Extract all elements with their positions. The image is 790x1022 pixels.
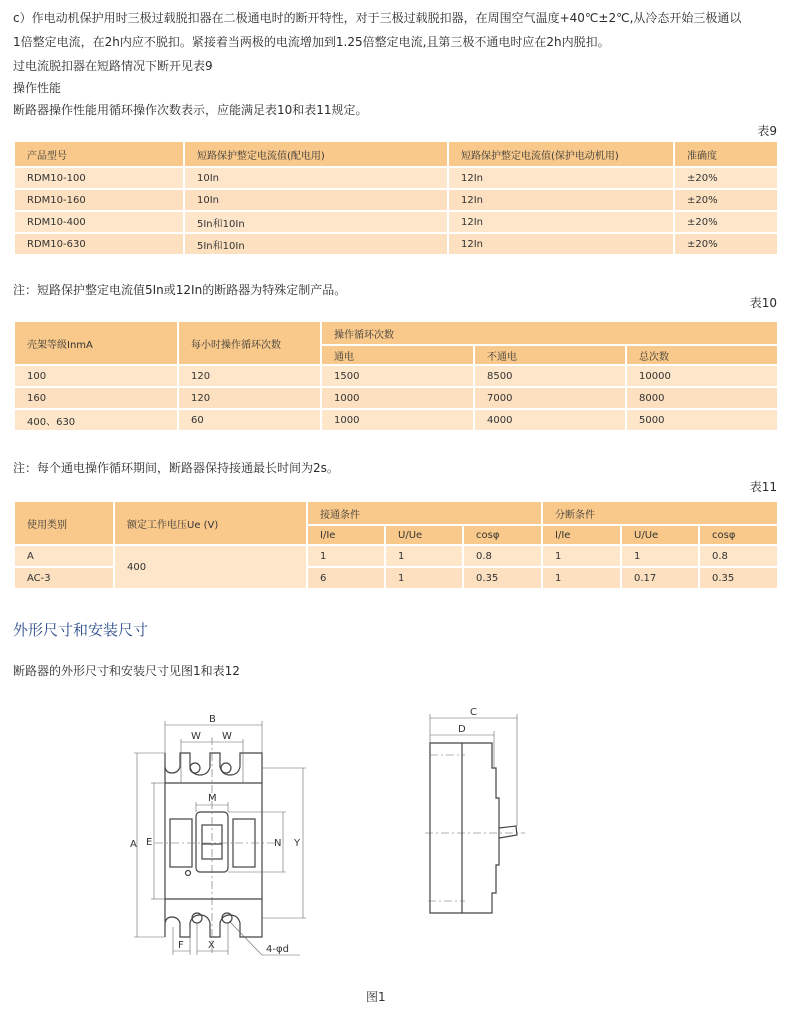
table-10	[13, 320, 779, 432]
cell: ±20%	[674, 233, 778, 255]
cell: 10000	[626, 365, 778, 387]
cell: 160	[14, 387, 178, 409]
table10-label: 表10	[749, 296, 777, 310]
table10-sub-total: 总次数	[626, 345, 778, 365]
table11-sub-header: U/Ue	[621, 525, 699, 545]
table11-voltage-cell: 400	[114, 545, 307, 589]
cell: 8000	[626, 387, 778, 409]
cell: 10In	[184, 167, 448, 189]
note-1: 注：短路保护整定电流值5In或12In的断路器为特殊定制产品。	[13, 283, 347, 297]
dim-E: E	[146, 837, 153, 848]
dim-N: N	[274, 838, 282, 849]
cell: RDM10-400	[14, 211, 184, 233]
cell: ±20%	[674, 211, 778, 233]
cell: 100	[14, 365, 178, 387]
cell: RDM10-160	[14, 189, 184, 211]
cell: A	[14, 545, 114, 567]
table11-sub-header: cosφ	[699, 525, 778, 545]
dim-F: F	[178, 940, 184, 951]
cell: 12In	[448, 167, 674, 189]
cell: 1	[542, 545, 621, 567]
table-row	[14, 365, 778, 387]
cell: 1	[385, 567, 463, 589]
cell: 5In和10In	[184, 211, 448, 233]
table9-header-accuracy: 准确度	[674, 141, 778, 167]
table11-header-break: 分断条件	[542, 501, 778, 525]
table11-sub-header: cosφ	[463, 525, 542, 545]
cell: 4000	[474, 409, 626, 431]
table9-header-model: 产品型号	[14, 141, 184, 167]
cell: 12In	[448, 233, 674, 255]
table-9	[13, 140, 779, 256]
intro-line-2: 1倍整定电流，在2h内应不脱扣。紧接着当两极的电流增加到1.25倍整定电流,且第三极不通电时应在2h内脱扣。	[13, 35, 610, 49]
table10-sub-on: 通电	[321, 345, 474, 365]
cell: AC-3	[14, 567, 114, 589]
cell: 10In	[184, 189, 448, 211]
intro-line-1: c）作电动机保护用时三极过载脱扣器在二极通电时的断开特性，对于三极过载脱扣器，在周围空气温度+40℃±2℃,从冷态开始三极通以	[13, 11, 742, 25]
dim-hole: 4-φd	[266, 944, 289, 955]
section-heading: 外形尺寸和安装尺寸	[13, 621, 149, 639]
figure-caption: 图1	[366, 990, 386, 1004]
cell: 1	[385, 545, 463, 567]
table10-sub-off: 不通电	[474, 345, 626, 365]
table10-header-cycles: 操作循环次数	[321, 321, 778, 345]
cell: 400、630	[14, 409, 178, 431]
cell: 7000	[474, 387, 626, 409]
intro-line-4: 操作性能	[13, 81, 62, 95]
section-text: 断路器的外形尺寸和安装尺寸见图1和表12	[13, 664, 240, 678]
table11-header-make: 接通条件	[307, 501, 542, 525]
cell: 8500	[474, 365, 626, 387]
cell: 60	[178, 409, 321, 431]
cell: 1000	[321, 387, 474, 409]
dim-A: A	[130, 839, 137, 850]
table-row	[14, 233, 778, 255]
table-row	[14, 409, 778, 431]
cell: 0.8	[699, 545, 778, 567]
dim-M: M	[208, 793, 217, 804]
cell: 1	[542, 567, 621, 589]
dim-W2: W	[222, 731, 232, 742]
table11-header-category: 使用类别	[14, 501, 114, 545]
cell: 120	[178, 365, 321, 387]
table-row	[14, 189, 778, 211]
note-2: 注：每个通电操作循环期间，断路器保持接通最长时间为2s。	[13, 461, 339, 475]
cell: 0.35	[463, 567, 542, 589]
dim-W1: W	[191, 731, 201, 742]
table-row	[14, 167, 778, 189]
cell: 1	[307, 545, 385, 567]
dim-B: B	[209, 714, 216, 725]
table11-label: 表11	[749, 480, 777, 494]
breaker-front-outline	[165, 753, 262, 937]
cell: 0.17	[621, 567, 699, 589]
cell: 6	[307, 567, 385, 589]
table11-sub-header: U/Ue	[385, 525, 463, 545]
cell: ±20%	[674, 189, 778, 211]
dimension-drawing	[0, 695, 790, 985]
table9-header-motor: 短路保护整定电流值(保护电动机用)	[448, 141, 674, 167]
table-row	[14, 211, 778, 233]
dim-X: X	[208, 940, 215, 951]
table-11	[13, 500, 779, 590]
table9-header-distribution: 短路保护整定电流值(配电用)	[184, 141, 448, 167]
breaker-side-outline	[430, 743, 499, 913]
cell: 0.35	[699, 567, 778, 589]
table-row	[14, 545, 778, 567]
cell: 120	[178, 387, 321, 409]
table11-sub-header: I/Ie	[307, 525, 385, 545]
cell: 1500	[321, 365, 474, 387]
cell: 1	[621, 545, 699, 567]
cell: ±20%	[674, 167, 778, 189]
cell: 5In和10In	[184, 233, 448, 255]
cell: RDM10-100	[14, 167, 184, 189]
breaker-handle	[499, 826, 517, 838]
table10-header-per-hour: 每小时操作循环次数	[178, 321, 321, 365]
cell: 5000	[626, 409, 778, 431]
cell: 12In	[448, 211, 674, 233]
dim-D: D	[458, 724, 466, 735]
table11-header-voltage: 额定工作电压Ue (V)	[114, 501, 307, 545]
cell: 1000	[321, 409, 474, 431]
cell: RDM10-630	[14, 233, 184, 255]
dim-Y: Y	[294, 838, 301, 849]
dim-C: C	[470, 707, 477, 718]
cell: 12In	[448, 189, 674, 211]
table11-sub-header: I/Ie	[542, 525, 621, 545]
intro-line-3: 过电流脱扣器在短路情况下断开见表9	[13, 59, 213, 73]
intro-line-5: 断路器操作性能用循环操作次数表示，应能满足表10和表11规定。	[13, 103, 368, 117]
cell: 0.8	[463, 545, 542, 567]
table9-label: 表9	[757, 124, 777, 138]
table10-header-frame: 壳架等级InmA	[14, 321, 178, 365]
table-row	[14, 387, 778, 409]
